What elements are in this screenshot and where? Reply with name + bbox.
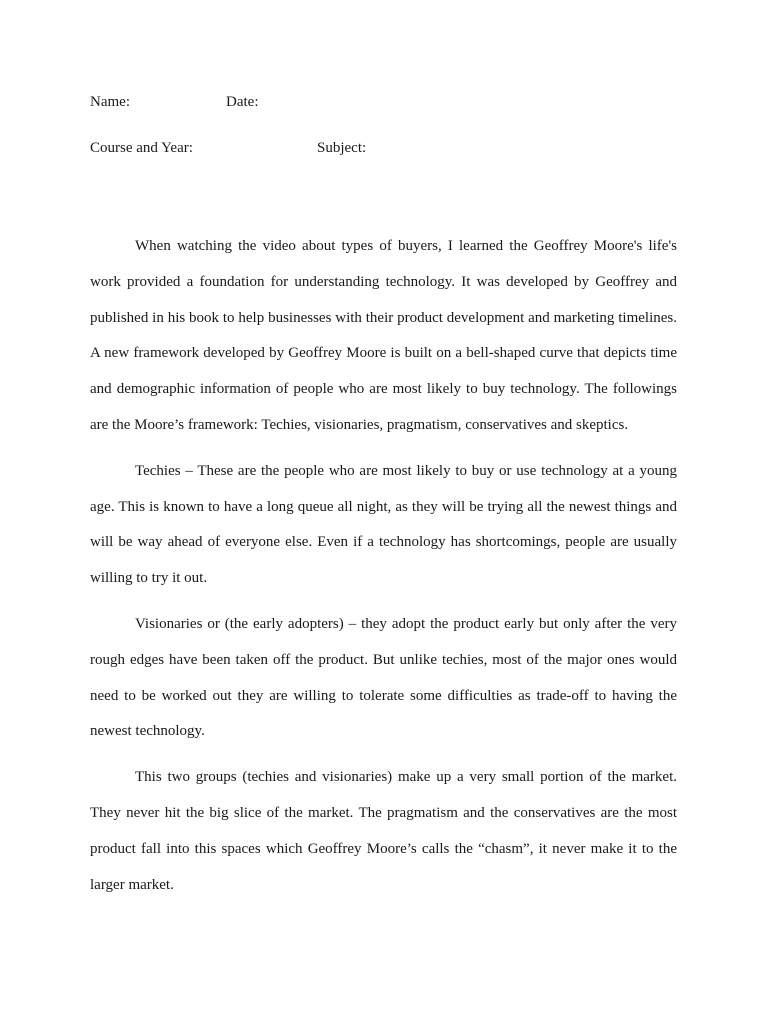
name-label: Name: xyxy=(90,94,130,110)
subject-label: Subject: xyxy=(317,140,367,156)
paragraph-techies: Techies – These are the people who are most likely to buy or use technology at a young age. This is known to have a long queue all night, as they will be trying all the newest things and will be way ahead of everyone else. Even if a technology has shortcomings, people are usually willing to try it out. xyxy=(90,462,677,587)
paragraph-visionaries: Visionaries or (the early adopters) – they adopt the product early but only after the very rough edges have been taken off the product. But unlike techies, most of the major ones would need to be worked out they are willing to tolerate some difficulties as trade-off to having the newest technology. xyxy=(90,615,677,740)
course-and-year-label: Course and Year: xyxy=(90,140,193,156)
paragraph-intro: When watching the video about types of buyers, I learned the Geoffrey Moore's life's work provided a foundation for understanding technology. It was developed by Geoffrey and published in his book to help businesses with their product development and marketing timelines. A new framework developed by Geoffrey Moore is built on a bell-shaped curve that depicts time and demographic information of people who are most likely to buy technology. The followings are the Moore’s framework: Techies, visionaries, pragmatism, conservatives and skeptics. xyxy=(90,238,677,433)
date-label: Date: xyxy=(226,94,259,110)
paragraph-chasm: This two groups (techies and visionaries) make up a very small portion of the market. They never hit the big slice of the market. The pragmatism and the conservatives are the most product fall into this spaces which Geoffrey Moore’s calls the “chasm”, it never make it to the larger market. xyxy=(90,769,677,893)
essay-body xyxy=(90,229,677,913)
